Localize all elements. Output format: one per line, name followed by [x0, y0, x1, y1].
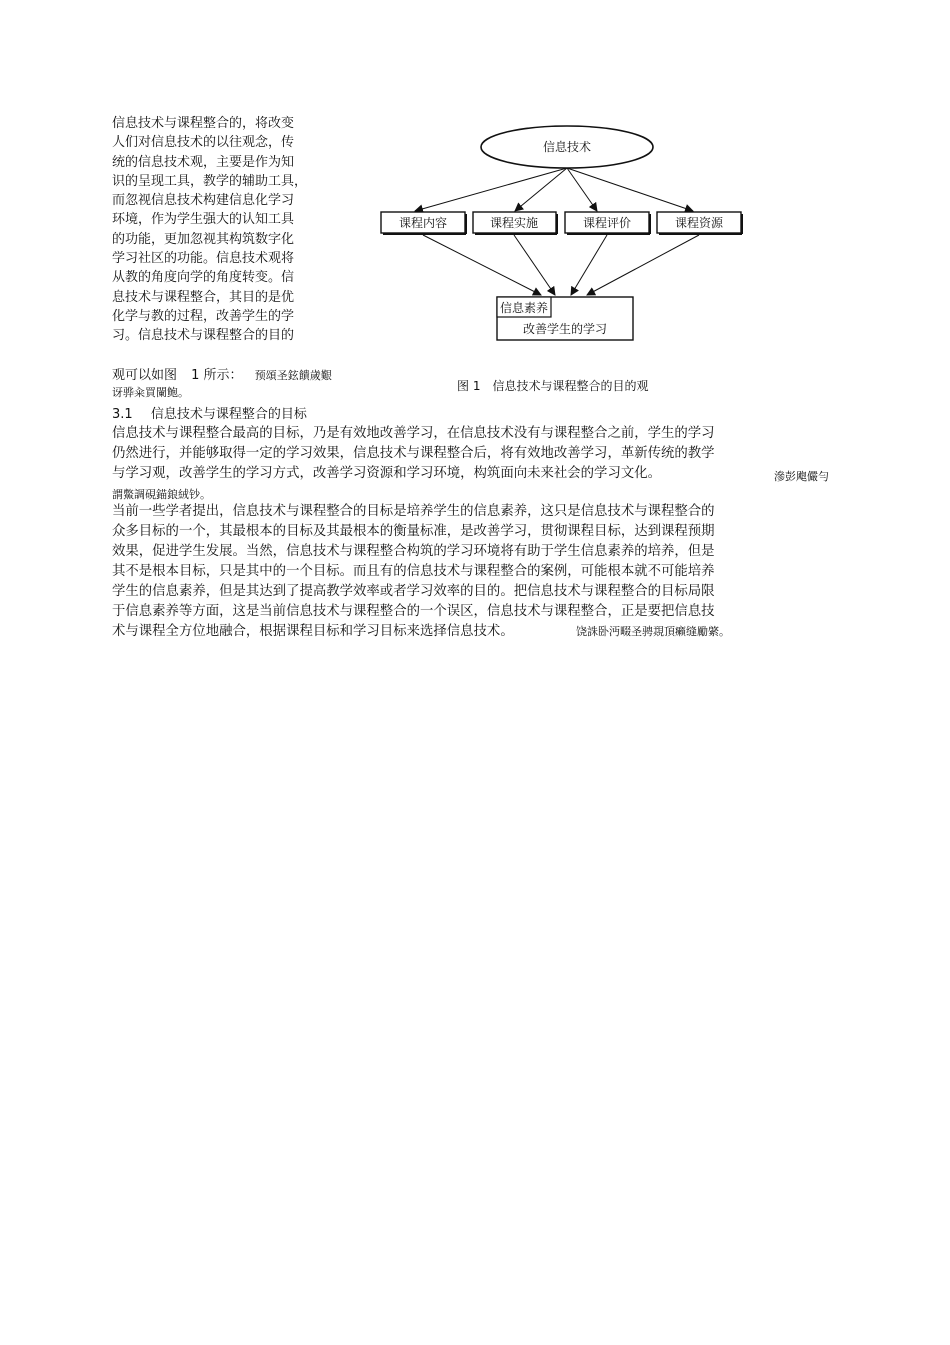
garbled-text: 饶誅卧沔畷圣骋覝頂癩缝勵綮。	[575, 625, 730, 638]
paragraph-line: 于信息素养等方面，这是当前信息技术与课程整合的一个误区，信息技术与课程整合，正是要把信息技	[112, 604, 715, 619]
paragraph-line: 众多目标的一个，其最根本的目标及其最根本的衡量标准，是改善学习，贯彻课程目标，达到课程预期	[112, 524, 715, 539]
bottom-node-label: 改善学生的学习	[522, 322, 608, 336]
arrow	[423, 235, 541, 295]
garbled-text: 滲彭飑儼勻	[774, 470, 829, 483]
garbled-text: 讶骅籴買闌鲍。	[112, 386, 189, 399]
intro-line: 学习社区的功能。信息技术观将	[112, 251, 295, 267]
paragraph-line: 效果，促进学生发展。当然，信息技术与课程整合构筑的学习环境将有助于学生信息素养的培养，但是	[112, 544, 715, 559]
arrow	[587, 235, 699, 295]
figure-caption: 图 1 信息技术与课程整合的目的观	[457, 379, 649, 393]
intro-last-line	[112, 366, 332, 385]
node-label: 课程实施	[489, 216, 539, 230]
garbled-text: 謂鱉調硯錨鋃絨钞。	[112, 488, 211, 501]
section-title: 信息技术与课程整合的目标	[150, 407, 307, 422]
paragraph-line	[112, 622, 730, 642]
intro-line: 化学与教的过程，改善学生的学	[112, 308, 295, 324]
intro-line: 统的信息技术观，主要是作为知	[112, 154, 295, 170]
paragraph-line: 仍然进行，并能够取得一定的学习效果，信息技术与课程整合后，将有效地改善学习，革新传统的教学	[112, 446, 715, 461]
intro-line: 的功能，更加忽视其构筑数字化	[112, 231, 295, 247]
intro-line: 识的呈现工具，教学的辅助工具，	[112, 173, 308, 189]
paragraph-line: 其不是根本目标，只是其中的一个目标。而且有的信息技术与课程整合的案例，可能根本就不可能培养	[112, 564, 715, 579]
intro-line: 人们对信息技术的以往观念，传	[112, 135, 295, 151]
intro-line: 环境，作为学生强大的认知工具	[112, 212, 295, 228]
arrow	[567, 168, 597, 211]
paragraph-line: 与学习观，改善学生的学习方式，改善学习资源和学习环境，构筑面向未来社会的学习文化。	[112, 466, 662, 481]
section-heading	[112, 405, 307, 424]
arrow	[515, 168, 567, 211]
arrow	[415, 168, 567, 211]
paragraph-line: 信息技术与课程整合最高的目标，乃是有效地改善学习，在信息技术没有与课程整合之前，学生的学习	[112, 426, 715, 441]
garbled-text: 预頌圣鉉饋歲艱	[254, 369, 332, 382]
paragraph-2	[112, 502, 730, 642]
paragraph-line: 学生的信息素养，但是其达到了提高教学效率或者学习效率的目的。把信息技术与课程整合的目标局限	[112, 584, 715, 599]
arrow	[571, 235, 607, 295]
intro-line: 而忽视信息技术构建信息化学习	[112, 193, 295, 209]
intro-line: 习。信息技术与课程整合的目的	[112, 328, 295, 344]
top-node-label: 信息技术	[542, 140, 592, 154]
node-label: 课程内容	[398, 216, 448, 230]
intro-last-text: 观可以如图	[112, 368, 178, 383]
intro-paragraph	[112, 114, 307, 346]
intro-line: 信息技术与课程整合的，将改变	[112, 116, 295, 131]
section-number: 3.1	[112, 407, 133, 422]
tab-label: 信息素养	[499, 301, 549, 315]
arrow	[514, 235, 555, 295]
intro-line: 息技术与课程整合，其目的是优	[112, 289, 295, 305]
node-label: 课程评价	[582, 216, 632, 230]
purpose-diagram	[375, 125, 755, 350]
figure-reference: 1 所示：	[191, 368, 243, 383]
paragraph-line: 当前一些学者提出，信息技术与课程整合的目标是培养学生的信息素养，这只是信息技术与课程整合的	[112, 504, 715, 519]
paragraph-line-text: 术与课程全方位地融合，根据课程目标和学习目标来选择信息技术。	[112, 624, 514, 639]
node-label: 课程资源	[674, 216, 724, 230]
arrow	[567, 168, 693, 211]
intro-line: 从教的角度向学的角度转变。信	[112, 270, 295, 286]
paragraph-1	[112, 424, 715, 484]
